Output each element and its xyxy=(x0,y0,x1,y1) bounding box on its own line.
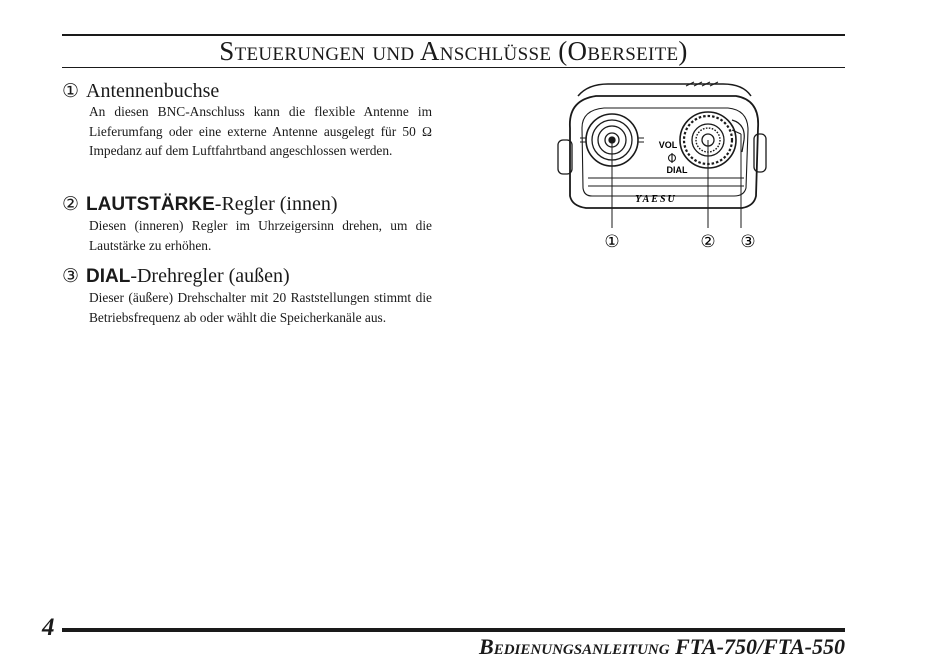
section-number: ③ xyxy=(62,265,80,287)
section-title: Antennenbuchse xyxy=(86,80,220,102)
callout-1: ① xyxy=(604,232,620,252)
section-heading xyxy=(62,193,432,216)
page-number: 4 xyxy=(42,614,55,641)
right-grip xyxy=(754,134,766,172)
section-volume-knob xyxy=(62,193,432,255)
callout-3: ③ xyxy=(740,232,756,252)
section-text: An diesen BNC-Anschluss kann die flexible Antenne im Lieferumfang oder eine externe Antenne ausgelegt für 50 Ω Impedanz auf dem Luftfahrtband angeschlossen werden. xyxy=(89,104,432,159)
section-keyword: DIAL xyxy=(86,266,131,287)
vol-label: VOL xyxy=(658,140,678,150)
section-dial-knob xyxy=(62,265,432,327)
page-title: Steuerungen und Anschlüsse (Oberseite) xyxy=(219,36,688,66)
section-number: ① xyxy=(62,80,80,102)
section-antenna-jack xyxy=(62,80,432,161)
section-title-rest: -Drehregler (außen) xyxy=(130,265,290,287)
section-heading xyxy=(62,80,432,102)
section-title-rest: -Regler (innen) xyxy=(214,193,338,215)
brand-logo: YAESU xyxy=(635,194,677,205)
model-name: FTA-750/FTA-550 xyxy=(675,634,845,659)
radio-top-illustration xyxy=(548,78,778,258)
section-heading xyxy=(62,265,432,288)
radio-body xyxy=(570,96,758,208)
header-bottom-rule xyxy=(62,67,845,68)
footer-title xyxy=(479,634,845,660)
footer-rule xyxy=(62,628,845,632)
dial-label: DIAL xyxy=(666,165,688,175)
callout-2: ② xyxy=(700,232,716,252)
section-keyword: LAUTSTÄRKE xyxy=(86,194,215,215)
section-text: Dieser (äußere) Drehschalter mit 20 Raststellungen stimmt die Betriebsfrequenz ab oder wählt die Speicherkanäle aus. xyxy=(89,290,432,325)
manual-label: Bedienungsanleitung xyxy=(479,634,670,659)
section-number: ② xyxy=(62,193,80,215)
section-text: Diesen (inneren) Regler im Uhrzeigersinn drehen, um die Lautstärke zu erhöhen. xyxy=(89,218,432,253)
